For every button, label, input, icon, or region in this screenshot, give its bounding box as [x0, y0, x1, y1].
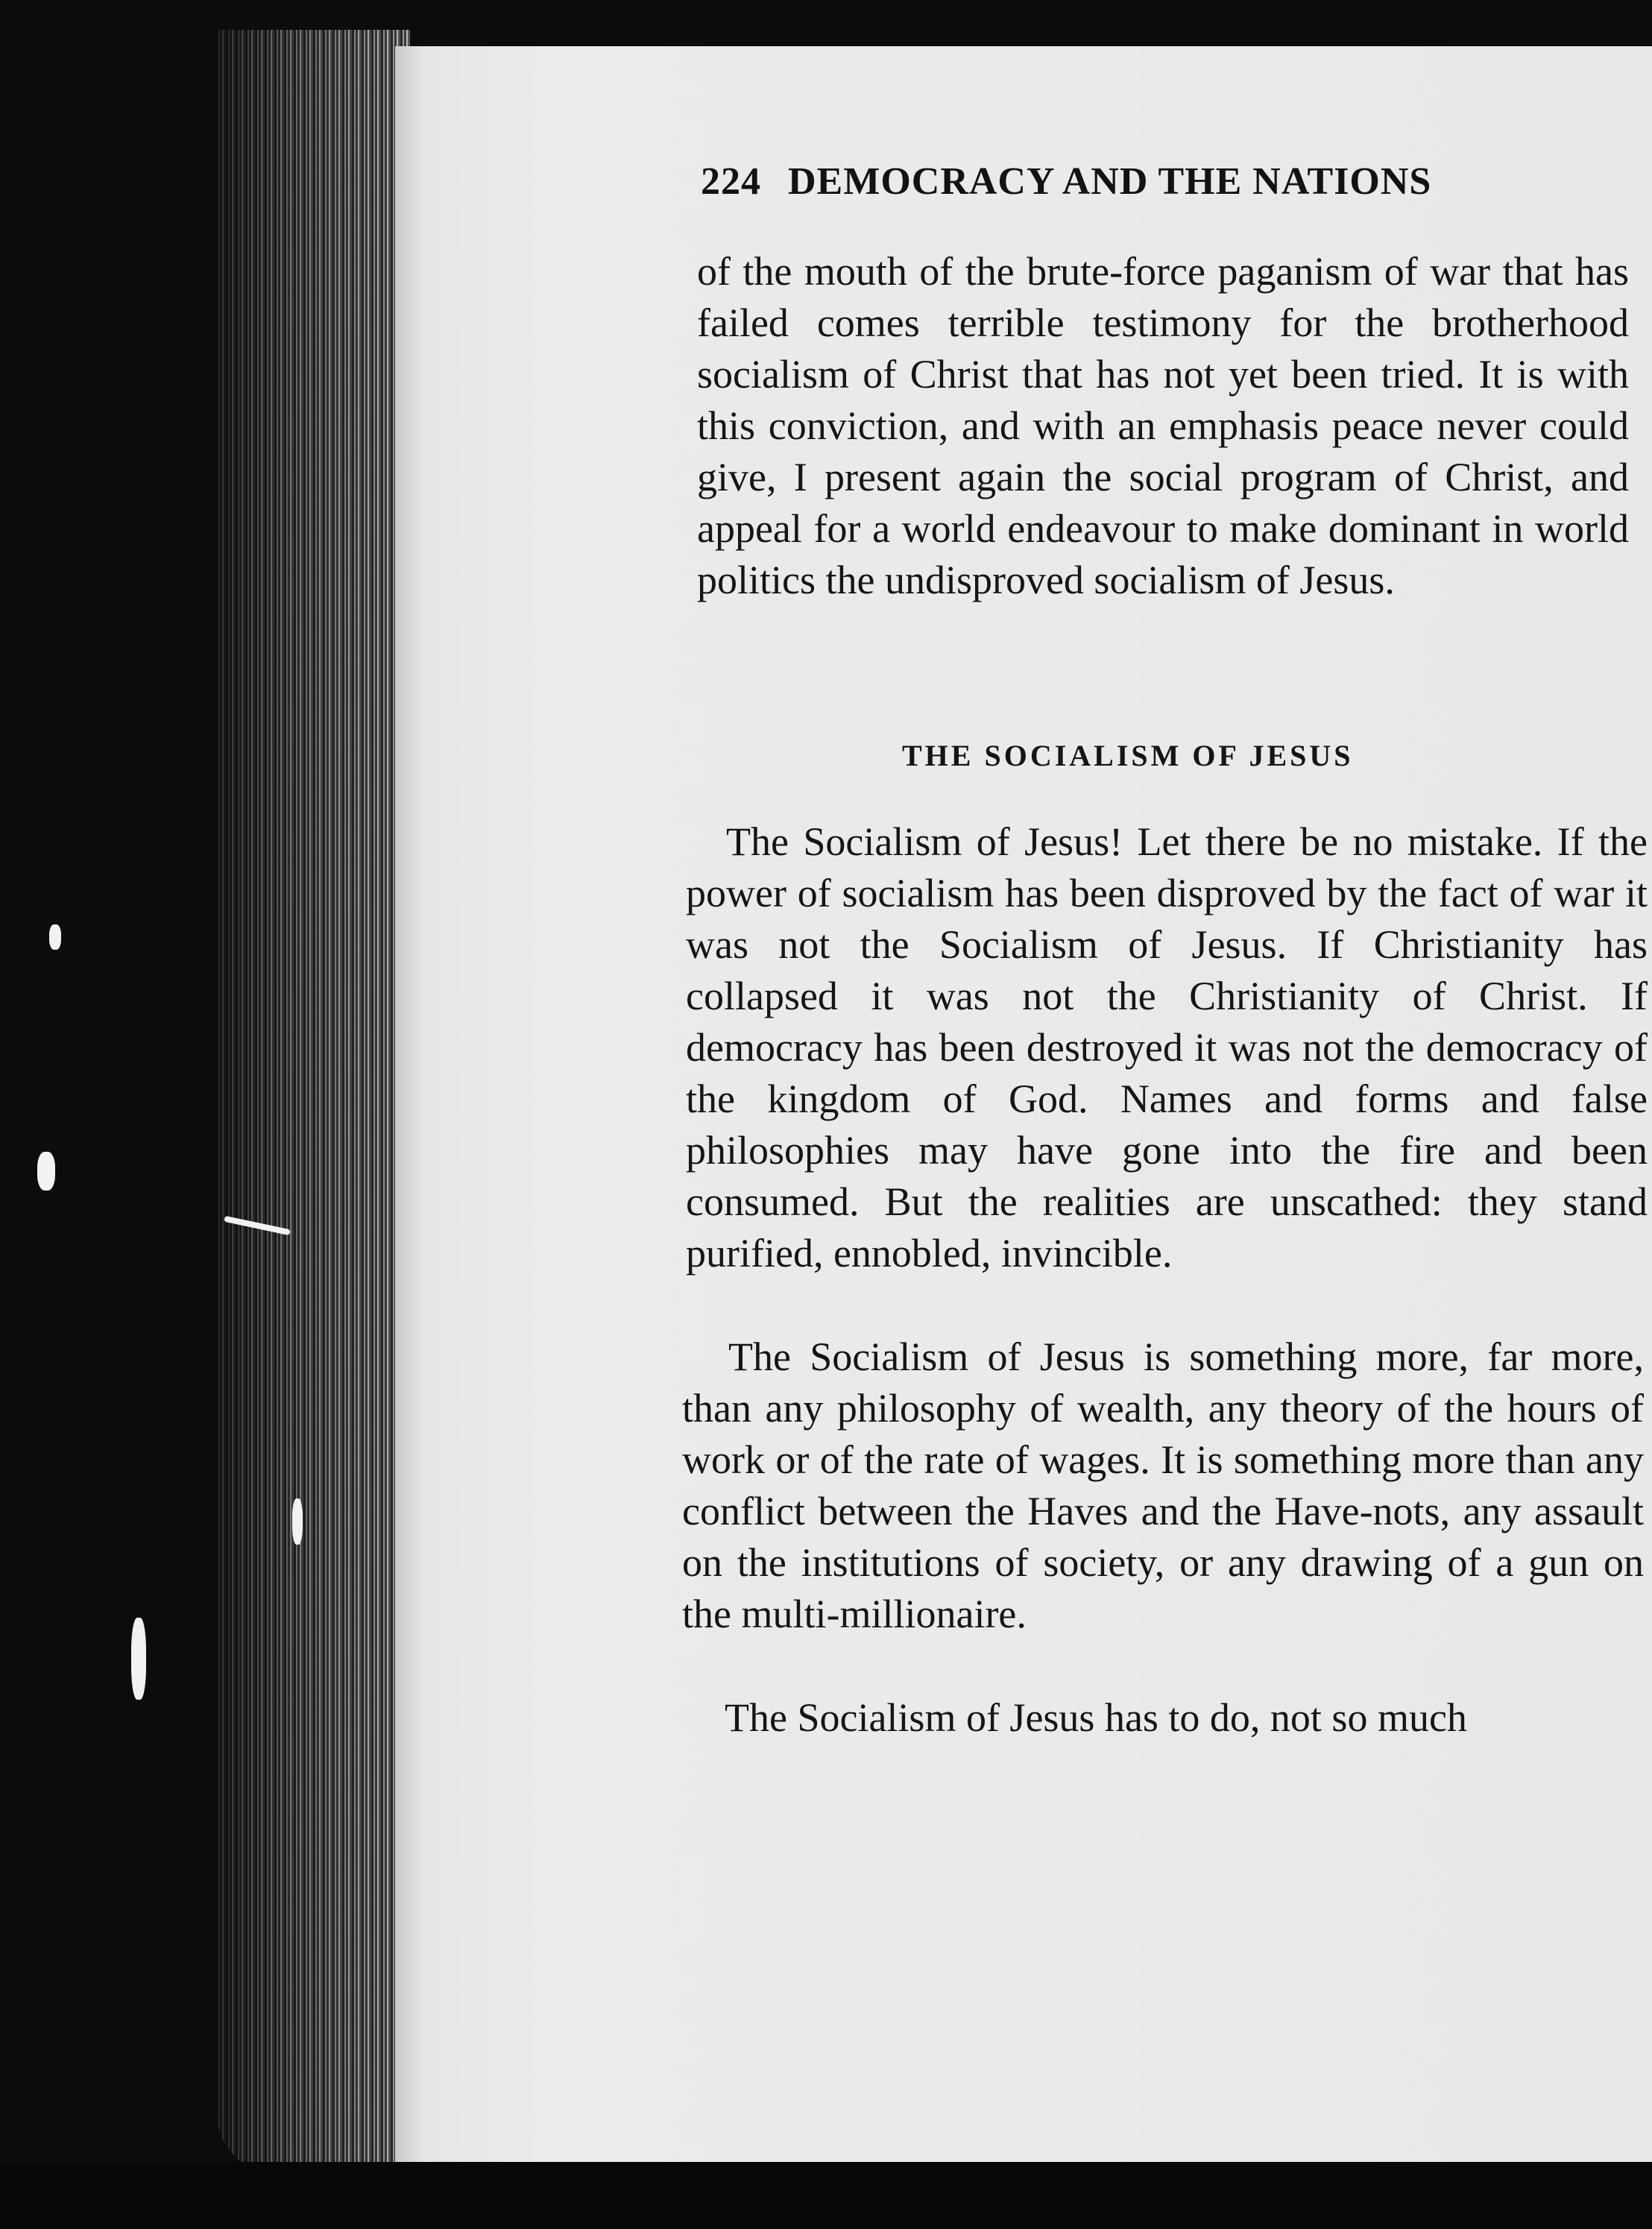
scan-speck — [292, 1498, 303, 1545]
section-heading: THE SOCIALISM OF JESUS — [902, 739, 1354, 772]
book-page-edges — [216, 30, 410, 2177]
body-paragraph: The Socialism of Jesus has to do, not so much — [725, 1695, 1467, 1740]
scan-speck — [49, 924, 61, 950]
scan-speck — [37, 1152, 55, 1191]
body-paragraph: of the mouth of the brute-force paganism of war that has failed comes terrible testimony for the brotherhood socialism of Christ that has not yet been tried. It is with this conviction, and with an emphasis peace never could give, I present again the social program of Christ, and appeal for a world endeavour to make dominant in world politics the undisproved socialism of Jesus. — [697, 249, 1629, 602]
page-number: 224 — [701, 160, 761, 203]
body-paragraph: The Socialism of Jesus is something more, far more, than any philosophy of wealth, any theory of the hours of work or of the rate of wages. It is something more than any conflict between the Haves and the Have-nots, any assault on the institutions of society, or any drawing of a gun on the multi-millionaire. — [682, 1334, 1644, 1636]
body-paragraph: The Socialism of Jesus! Let there be no mistake. If the power of socialism has been disproved by the fact of war it was not the Socialism of Jesus. If Christianity has collapsed it was not the Christianity of Christ. If democracy has been destroyed it was not the democracy of the kingdom of God. Names and forms and false philosophies may have gone into the fire and been consumed. But the realities are unscathed: they stand purified, ennobled, invincible. — [686, 819, 1648, 1276]
running-head — [701, 160, 1528, 204]
scan-speck — [131, 1618, 146, 1700]
running-head-title: DEMOCRACY AND THE NATIONS — [788, 160, 1432, 203]
scan-bottom-shadow — [0, 2162, 1652, 2229]
